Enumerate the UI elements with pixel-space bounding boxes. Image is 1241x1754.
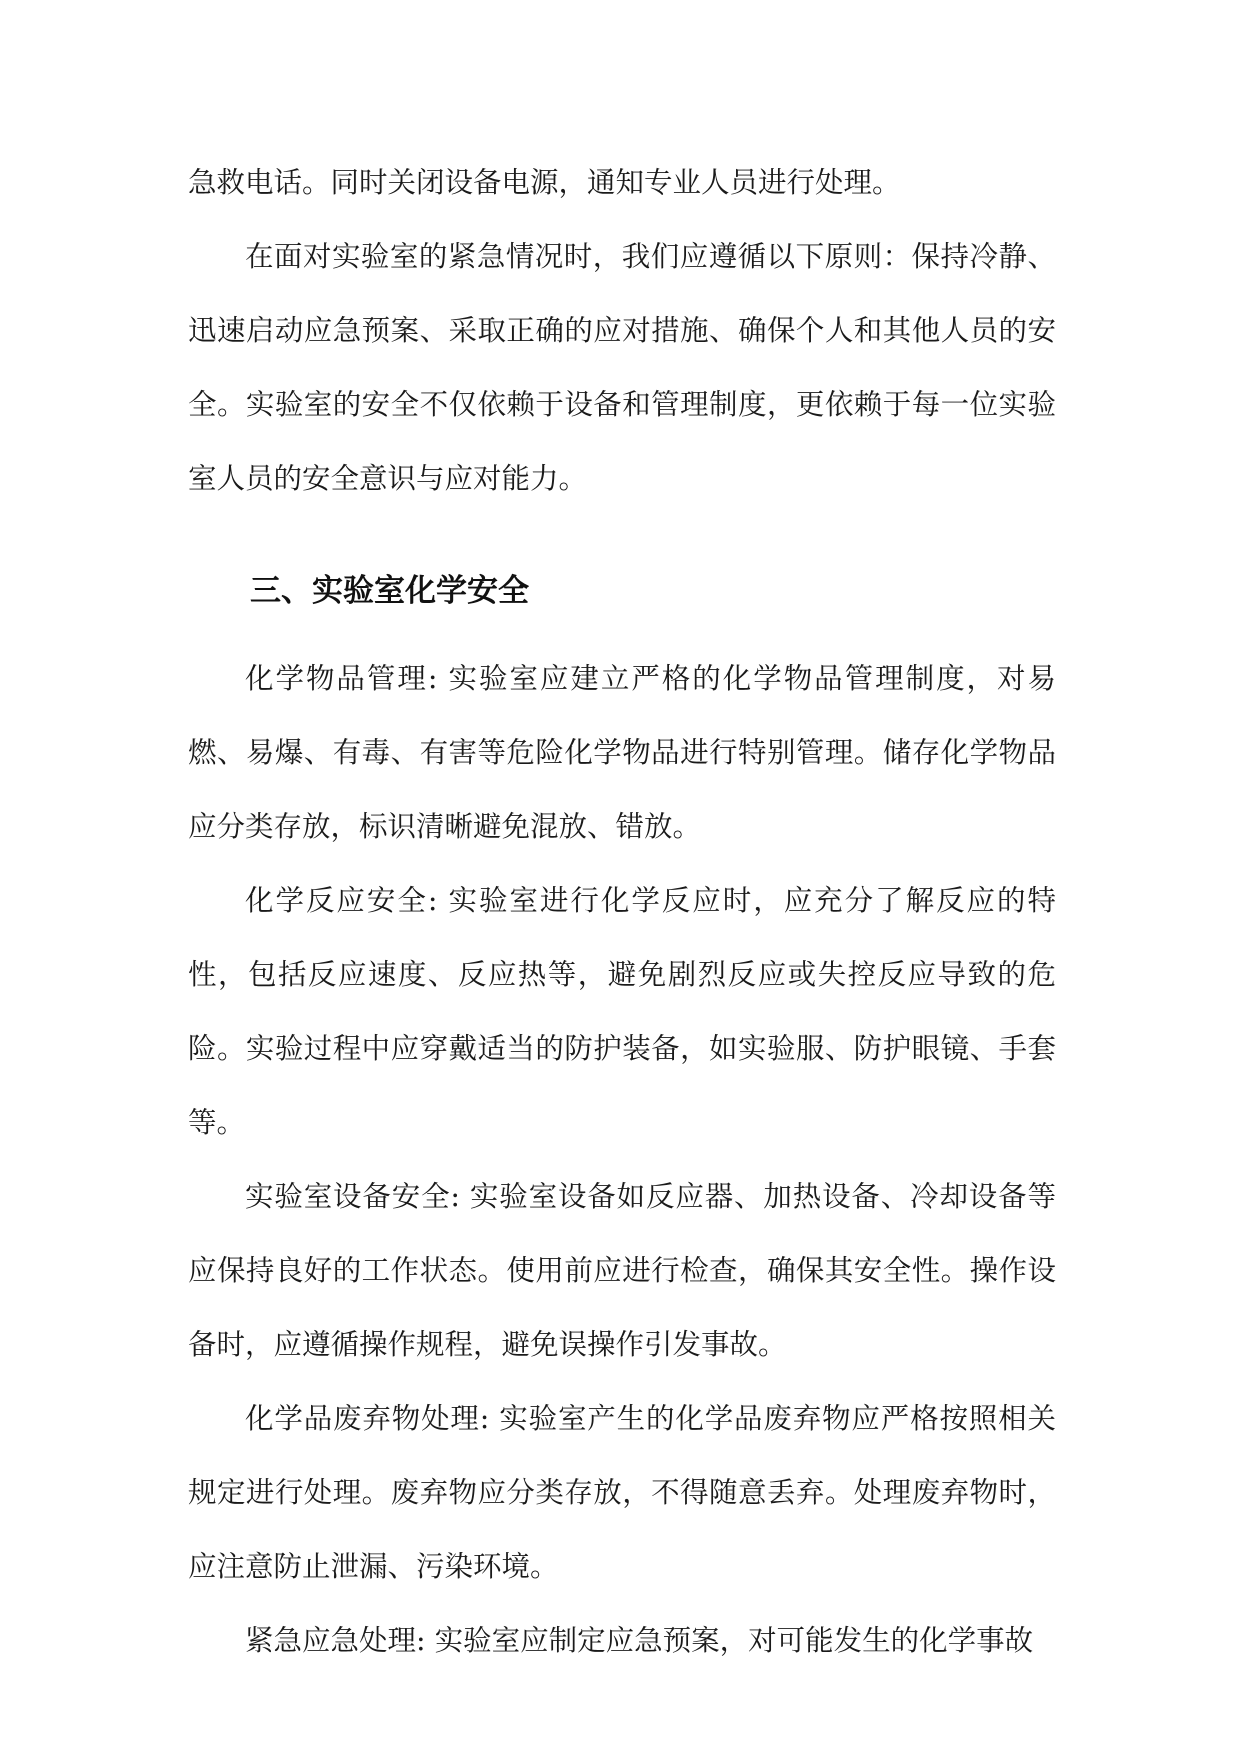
paragraph-emergency-principles: 在面对实验室的紧急情况时，我们应遵循以下原则：保持冷静、迅速启动应急预案、采取正确的应对措施、确保个人和其他人员的安全。实验室的安全不仅依赖于设备和管理制度，更依赖于每一位实验室人员的安全意识与应对能力。 [188,240,1056,495]
paragraph-equipment-safety: 实验室设备安全: 实验室设备如反应器、加热设备、冷却设备等应保持良好的工作状态。使用前应进行检查，确保其安全性。操作设备时，应遵循操作规程，避免误操作引发事故。 [188,1180,1056,1361]
paragraph-waste-disposal: 化学品废弃物处理: 实验室产生的化学品废弃物应严格按照相关规定进行处理。废弃物应分类存放，不得随意丢弃。处理废弃物时，应注意防止泄漏、污染环境。 [188,1402,1056,1583]
paragraph-chemical-management: 化学物品管理: 实验室应建立严格的化学物品管理制度，对易燃、易爆、有毒、有害等危险化学物品进行特别管理。储存化学物品应分类存放，标识清晰避免混放、错放。 [188,662,1056,843]
document-body [188,146,1056,1678]
paragraph-emergency-handling: 紧急应急处理: 实验室应制定应急预案，对可能发生的化学事故 [245,1624,1034,1657]
paragraph-continuation: 急救电话。同时关闭设备电源，通知专业人员进行处理。 [188,166,901,199]
paragraph-reaction-safety: 化学反应安全: 实验室进行化学反应时，应充分了解反应的特性，包括反应速度、反应热等，避免剧烈反应或失控反应导致的危险。实验过程中应穿戴适当的防护装备，如实验服、防护眼镜、手套等。 [188,884,1056,1139]
section-heading: 三、实验室化学安全 [250,573,529,609]
